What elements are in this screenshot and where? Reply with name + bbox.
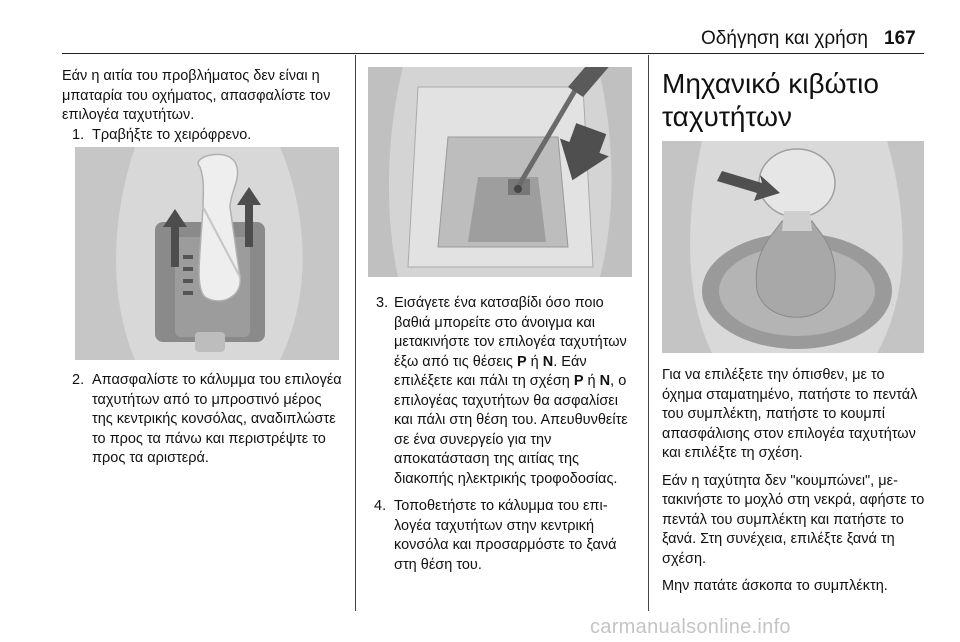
step-1-number: 1.: [72, 126, 85, 143]
column-divider-left: [355, 55, 356, 611]
gear-not-engaging-paragraph: Εάν η ταχύτητα δεν "κουμπώνει", μετακινήστε το μοχλό στη νεκρά, αφήστε το πεντάλ του συμπλέκτη και πατήστε το ξανά. Στη συνέχεια, επιλέξτε ξανά τη σχέση.: [662, 472, 925, 567]
step-4: [368, 497, 636, 575]
column-3: [662, 366, 928, 597]
intro-paragraph: Εάν η αιτία του προβλήματος δεν είναι η μπαταρία του οχήματος, απασφαλίστε τον επιλογέα ταχυτήτων.: [62, 68, 331, 123]
running-header-title: Οδήγηση και χρήση: [701, 28, 868, 49]
step-2-number: 2.: [72, 372, 85, 388]
step-3-text-c: , ο επιλογέας ταχυτήτων θα ασφαλίσει και πάλι στη θέση του. Απευθυνθείτε σε ένα συνεργείο για την αποκατάσταση της αιτίας της διακοπής ηλεκτρικής τροφοδοσίας.: [394, 373, 628, 487]
illustration-automatic-selector-cover: [75, 147, 339, 360]
section-heading: Μηχανικό κιβώτιο ταχυτήτων: [662, 68, 879, 132]
header-rule: [62, 53, 924, 54]
step-4-text: Τοποθετήστε το κάλυμμα του επιλογέα ταχυτήτων στην κεντρική κονσόλα και προσαρμόστε το ξανά στη θέση του.: [394, 498, 617, 573]
column-divider-right: [648, 55, 649, 611]
illustration-screwdriver-release: [368, 67, 632, 277]
step-3-text-a: Εισάγετε ένα κατσαβίδι όσο ποιο βαθιά μπορείτε στο άνοιγμα και μετακινήστε τον επιλογέα ταχυτήτων έξω από τις θέσεις: [394, 295, 627, 370]
step-3-or-2: ή: [583, 373, 600, 389]
step-2: [62, 371, 346, 469]
step-4-number: 4.: [374, 498, 387, 514]
column-1-continued: [62, 371, 346, 469]
step-1-text: Τραβήξτε το χειρόφρενο.: [92, 126, 252, 143]
clutch-advice-paragraph: Μην πατάτε άσκοπα το συμπλέκτη.: [662, 578, 888, 594]
page-number: 167: [884, 28, 916, 49]
step-2-text: Απασφαλίστε το κάλυμμα του επιλογέα ταχυτήτων από το μπροστινό μέρος της κεντρικής κονσόλας, αναδιπλώστε το προς τα πάνω και περιστρέψτε το προς τα αριστερά.: [92, 372, 342, 466]
step-1: [62, 126, 346, 146]
gear-p-label: P: [573, 373, 584, 389]
step-3: [368, 294, 636, 489]
illustration-manual-gear-lever: [662, 141, 924, 353]
gear-p-label: P: [516, 353, 527, 370]
gear-n-label: N: [599, 373, 611, 389]
gear-n-label: N: [542, 353, 554, 370]
column-2: [368, 294, 636, 575]
watermark: carmanualsonline.info: [590, 616, 791, 638]
column-3-heading-block: [662, 67, 924, 133]
step-3-text-b: . Εάν επιλέξετε και πάλι τη σχέση: [394, 353, 587, 389]
reverse-gear-paragraph: Για να επιλέξετε την όπισθεν, με το όχημα σταματημένο, πατήστε το πεντάλ του συμπλέκτη, πατήστε το κουμπί απασφάλισης στον επιλογέα ταχυτήτων και επιλέξτε τη σχέση.: [662, 367, 918, 461]
step-3-number: 3.: [376, 295, 389, 311]
column-1: [62, 67, 346, 145]
step-3-or-1: ή: [526, 353, 543, 370]
